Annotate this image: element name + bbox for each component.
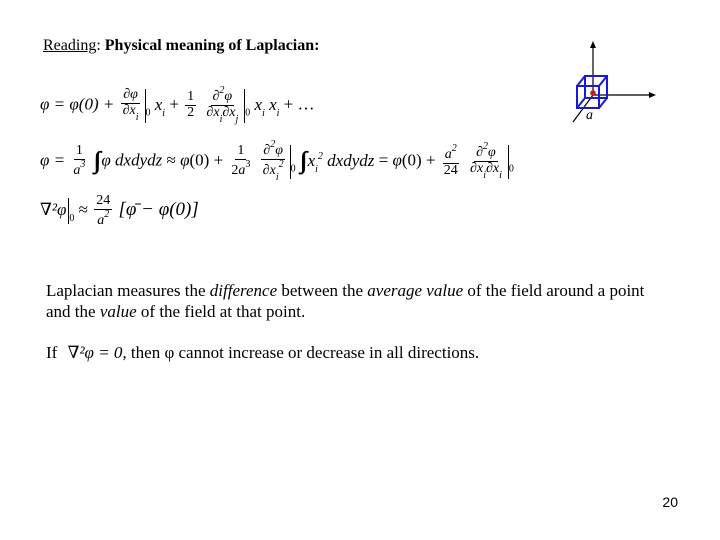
- average-value-term: average value: [367, 281, 464, 300]
- condition-line: [46, 343, 479, 363]
- eq3-lhs: ∇²φ: [40, 200, 67, 220]
- z-axis-arrow-icon: [590, 41, 596, 48]
- page-number: 20: [662, 494, 678, 510]
- condition-rest: then φ cannot increase or decrease in all directions.: [126, 343, 480, 362]
- equation-taylor: φ = φ(0) + $\frac{\partial\varphi}{\partial x_i}$ $_0$ $x_i$ + $\frac{1}{2}$ $\frac{\partial^2\varphi}{\partial x_i\partial x_j}$ $_0$ $x_i$ $x_i$ + …: [40, 85, 315, 125]
- center-point: [590, 90, 596, 96]
- difference-term: difference: [209, 281, 278, 300]
- eq3-bracket: [φ̄ − φ(0)]: [118, 199, 199, 221]
- reading-label: Reading: [43, 37, 97, 54]
- value-term: value: [99, 302, 137, 321]
- page-title: [43, 37, 319, 55]
- title-colon: :: [96, 37, 105, 54]
- laplace-zero-formula: ∇²φ = 0,: [67, 343, 127, 362]
- y-axis-arrow-icon: [649, 92, 656, 98]
- eq1-lhs: φ = φ(0) +: [40, 94, 115, 114]
- equation-average: φ = $\frac{1}{a^3}$ ∫∫∫ φ dxdydz ≈ φ(0) + $\frac{1}{2a^3}$ $\frac{\partial^2\varphi}{\partial x_i^2}$ $_0$ ∫∫∫ $x_i^2$ dxdydz = φ(0) + $\frac{a^2}{24}$ $\frac{\partial^2\varphi}{\partial x_i\partial x_i}$ $_0$: [40, 139, 514, 183]
- cube-side-label: a: [586, 108, 593, 123]
- if-label: If: [46, 343, 58, 362]
- description-paragraph: Laplacian measures the difference between the average value of the field around a point and the value of the field at that point.: [46, 281, 645, 321]
- cube-diagram: [555, 40, 665, 125]
- title-topic: Physical meaning of Laplacian:: [104, 37, 320, 54]
- equation-laplacian: ∇²φ $_0$ ≈ $\frac{24}{a^2}$ [φ̄ − φ(0)]: [40, 193, 199, 228]
- approx-sign: ≈: [78, 200, 88, 220]
- eq2-lhs: φ =: [40, 150, 70, 170]
